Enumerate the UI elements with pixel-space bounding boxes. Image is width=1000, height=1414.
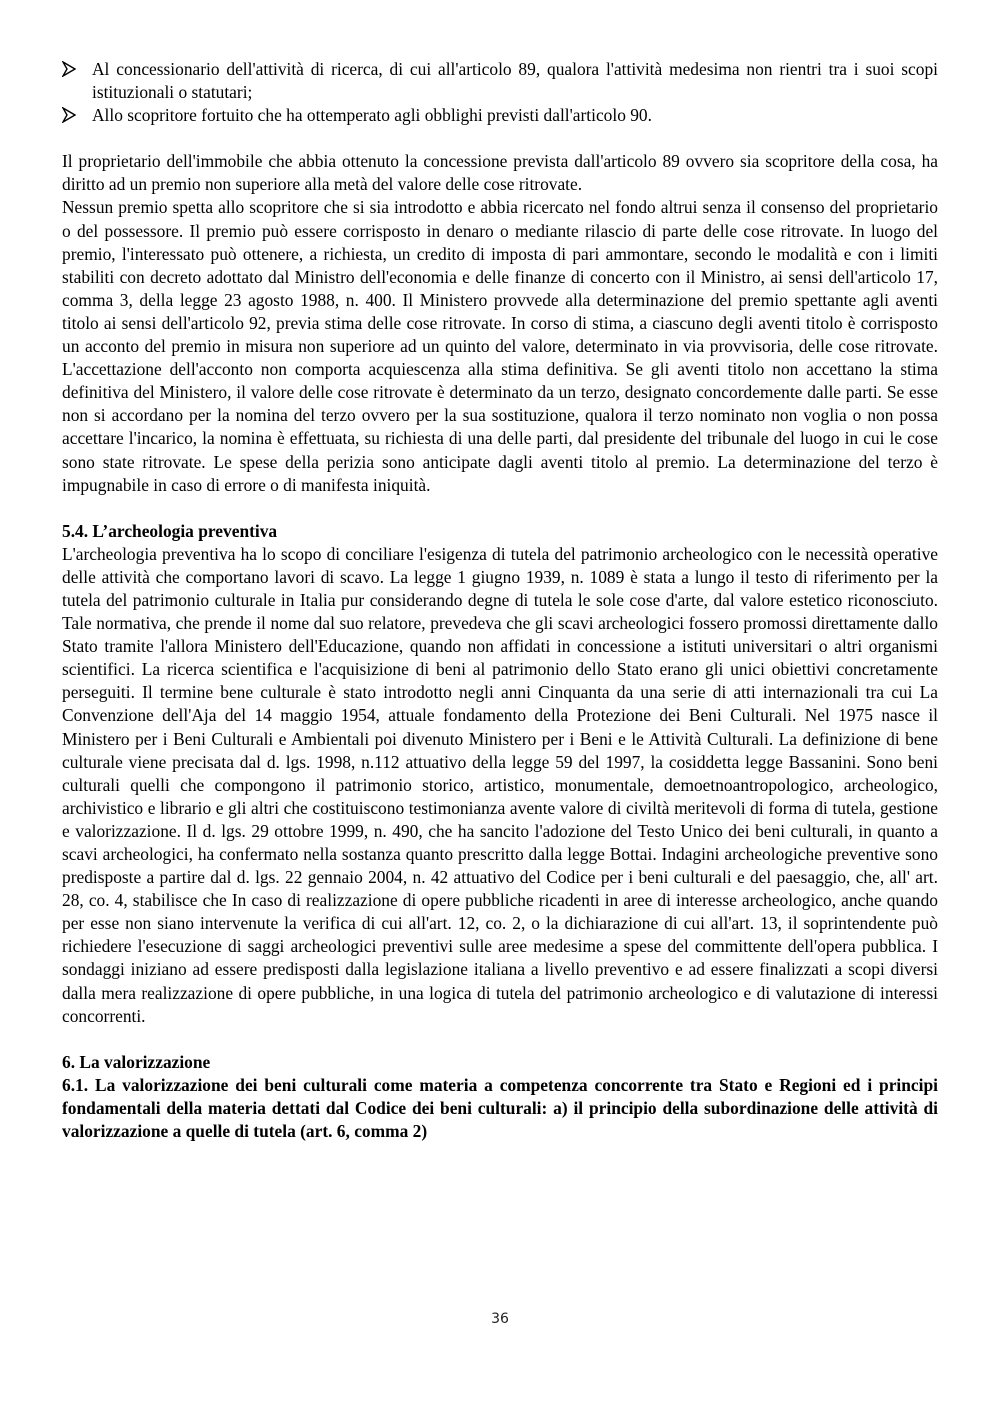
section-heading: 5.4. L’archeologia preventiva	[62, 520, 278, 541]
bullet-text: Al concessionario dell'attività di ricerca, di cui all'articolo 89, qualora l'attività medesima non rientri tra i suoi scopi istituzionali o statutari;	[92, 59, 938, 103]
page-number: 36	[491, 1311, 509, 1327]
bullet-list	[62, 58, 938, 127]
arrow-bullet-icon	[62, 61, 76, 77]
paragraph: L'archeologia preventiva ha lo scopo di conciliare l'esigenza di tutela del patrimonio archeologico con le necessità operative delle attività che comportano lavori di scavo. La legge 1 giugno 1939, n. 1089 è stata a lungo il testo di riferimento per la tutela del patrimonio culturale in Italia pur considerando degne di tutela le sole cose d'arte, dal valore estetico riconosciuto. Tale normativa, che prende il nome dal suo relatore, prevedeva che gli scavi archeologici fossero promossi direttamente dallo Stato tramite l'allora Ministero dell'Educazione, quando non affidati in concessione a istituti universitari o altri organismi scientifici. La ricerca scientifica e l'acquisizione di beni al patrimonio dello Stato erano gli unici obiettivi concretamente perseguiti. Il termine bene culturale è stato introdotto negli anni Cinquanta da una serie di atti internazionali tra cui La Convenzione dell'Aja del 14 maggio 1954, attuale fondamento della Protezione dei Beni Culturali. Nel 1975 nasce il Ministero per i Beni Culturali e Ambientali poi divenuto Ministero per i Beni e le Attività Culturali. La definizione di bene culturale viene precisata dal d. lgs. 1998, n.112 attuativo della legge 59 del 1997, la cosiddetta legge Bassanini. Sono beni culturali quelli che compongono il patrimonio storico, artistico, monumentale, demoetnoantropologico, archeologico, archivistico e librario e gli altri che costituiscono testimonianza avente valore di civiltà meritevoli di forma di tutela, gestione e valorizzazione. Il d. lgs. 29 ottobre 1999, n. 490, che ha sancito l'adozione del Testo Unico dei beni culturali, in quanto a scavi archeologici, ha confermato nella sostanza quanto prescritto dalla legge Bottai. Indagini archeologiche preventive sono predisposte a partire dal d. lgs. 22 gennaio 2004, n. 42 attuativo del Codice per i beni culturali e del paesaggio, che, all' art. 28, co. 4, stabilisce che In caso di realizzazione di opere pubbliche ricadenti in aree di interesse archeologico, anche quando per esse non siano intervenute la verifica di cui all'art. 12, co. 2, o la dichiarazione di cui all'art. 13, il soprintendente può richiedere l'esecuzione di saggi archeologici preventivi sulle aree medesime a spese del committente dell'opera pubblica. I sondaggi iniziano ad essere predisposti dalla legislazione italiana a livello preventivo e ad essere finalizzati a scopi diversi dalla mera realizzazione di opere pubbliche, in una logica di tutela del patrimonio archeologico e di valutazione di interessi concorrenti.	[62, 543, 938, 1026]
document-page	[62, 58, 938, 1143]
paragraph: Nessun premio spetta allo scopritore che si sia introdotto e abbia ricercato nel fondo altrui senza il consenso del proprietario o del possessore. Il premio può essere corrisposto in denaro o mediante rilascio di parte delle cose ritrovate. In luogo del premio, l'interessato può ottenere, a richiesta, un credito di imposta di pari ammontare, secondo le modalità e con i limiti stabiliti con decreto adottato dal Ministro dell'economia e delle finanze di concerto con il Ministro, ai sensi dell'articolo 17, comma 3, della legge 23 agosto 1988, n. 400. Il Ministero provvede alla determinazione del premio spettante agli aventi titolo ai sensi dell'articolo 92, previa stima delle cose ritrovate. In corso di stima, a ciascuno degli aventi titolo è corrisposto un acconto del premio in misura non superiore ad un quinto del valore, determinato in via provvisoria, delle cose ritrovate. L'accettazione dell'acconto non comporta acquiescenza alla stima definitiva. Se gli aventi titolo non accettano la stima definitiva del Ministero, il valore delle cose ritrovate è determinato da un terzo, designato concordemente dalle parti. Se esse non si accordano per la nomina del terzo ovvero per la sua sostituzione, qualora il terzo nominato non voglia o non possa accettare l'incarico, la nomina è effettuata, su richiesta di una delle parti, dal presidente del tribunale del luogo in cui le cose sono state ritrovate. Le spese della perizia sono anticipate dagli aventi titolo al premio. La determinazione del terzo è impugnabile in caso di errore o di manifesta iniquità.	[62, 197, 938, 495]
paragraph: Il proprietario dell'immobile che abbia ottenuto la concessione prevista dall'articolo 89 ovvero sia scopritore della cosa, ha diritto ad un premio non superiore alla metà del valore delle cose ritrovate.	[62, 151, 938, 195]
arrow-bullet-icon	[62, 107, 76, 123]
list-item	[62, 104, 938, 127]
section-heading: 6. La valorizzazione	[62, 1051, 211, 1072]
bullet-text: Allo scopritore fortuito che ha ottemperato agli obblighi previsti dall'articolo 90.	[92, 105, 652, 126]
list-item	[62, 58, 938, 104]
subsection-heading: 6.1. La valorizzazione dei beni culturali come materia a competenza concorrente tra Stato e Regioni ed i principi fondamentali della materia dettati dal Codice dei beni culturali: a) il principio della subordinazione delle attività di valorizzazione a quelle di tutela (art. 6, comma 2)	[62, 1074, 938, 1142]
